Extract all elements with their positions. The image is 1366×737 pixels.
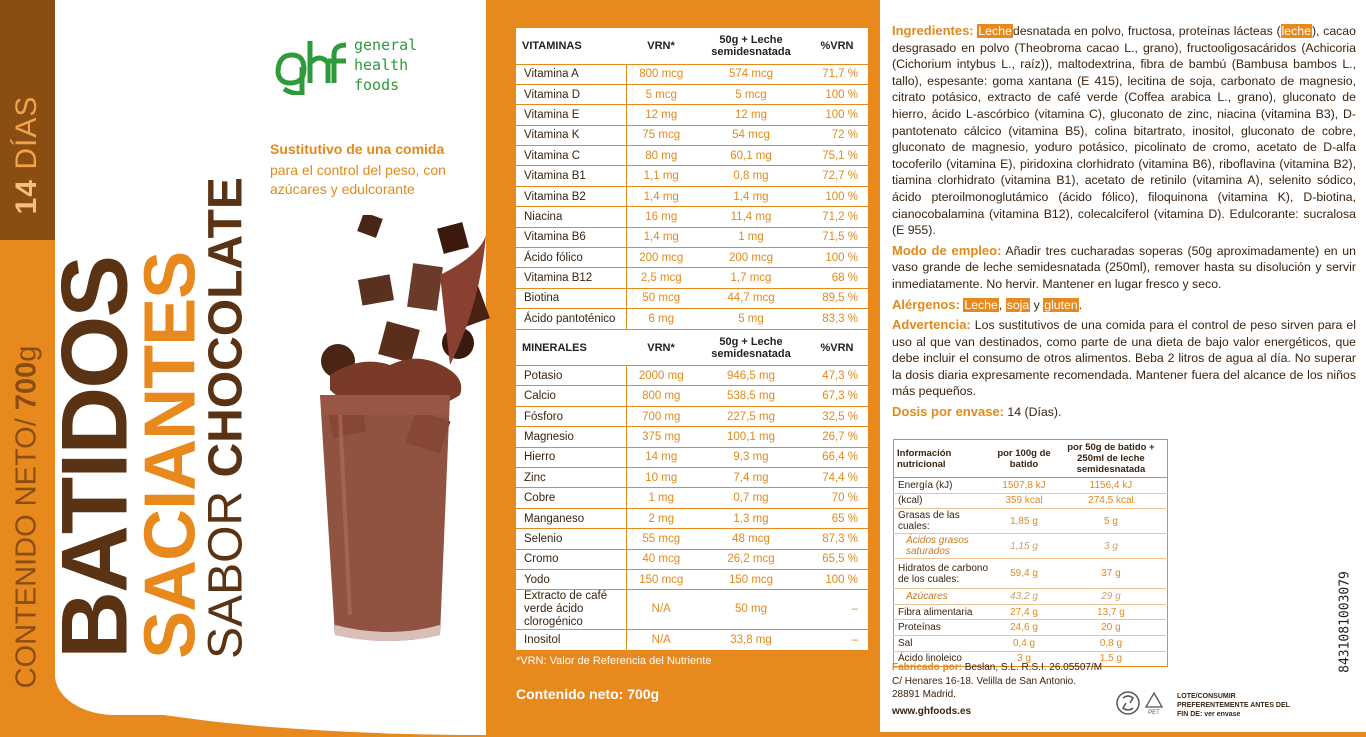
amount-value: 1 mg (696, 227, 806, 247)
nutrition-name: Energía (kJ) (894, 478, 994, 494)
barcode-number: 8431081003079 (1337, 571, 1353, 673)
nutrient-name: Cromo (516, 549, 626, 569)
nutrient-name: Selenio (516, 529, 626, 549)
per-100g: 1,15 g (993, 534, 1055, 559)
per-serving: 20 g (1055, 620, 1168, 636)
pct-value: – (806, 630, 868, 650)
header-amount: 50g + Leche semidesnatada (696, 330, 806, 366)
nutrient-name: Potasio (516, 366, 626, 386)
nutrient-name: Fósforo (516, 406, 626, 426)
nutrition-row (894, 589, 1168, 605)
warning-paragraph: Advertencia: Los sustitutivos de una comida para el control de peso sirven para el uso al que van destinados, como parte de una dieta de bajo valor energéticos, que debe incluir el consumo de otros alimentos. Beba 2 litros de agua al día. No superar la dosis diaria expresamente recomendada. Mantener fuera del alcance de los niños más pequeños. (892, 317, 1356, 399)
per-100g: 59,4 g (993, 559, 1055, 589)
table-row (516, 125, 868, 145)
vrn-value: 80 mg (626, 146, 696, 166)
lot-expiry: LOTE/CONSUMIR PREFERENTEMENTE ANTES DEL FIN DE: ver envase (1177, 693, 1290, 718)
table-row (516, 268, 868, 288)
table-row (516, 186, 868, 206)
header-vrn: VRN* (626, 330, 696, 366)
minerals-table (516, 329, 868, 650)
table-row (516, 366, 868, 386)
pct-value: 100 % (806, 248, 868, 268)
vrn-value: N/A (626, 590, 696, 630)
nutrient-name: Vitamina B12 (516, 268, 626, 288)
per-100g: 1507,8 kJ (993, 478, 1055, 494)
amount-value: 11,4 mg (696, 207, 806, 227)
vrn-value: N/A (626, 630, 696, 650)
nutrition-row (894, 478, 1168, 494)
nutrient-name: Cobre (516, 488, 626, 508)
vrn-value: 2 mg (626, 508, 696, 528)
pct-value: 75,1 % (806, 146, 868, 166)
header-vrn: VRN* (647, 39, 675, 52)
days-label: 14 DÍAS (10, 95, 43, 215)
pct-value: 66,4 % (806, 447, 868, 467)
table-row (516, 488, 868, 508)
pct-value: 100 % (806, 186, 868, 206)
table-row (516, 549, 868, 569)
vrn-value: 5 mcg (626, 84, 696, 104)
per-100g: 43,2 g (993, 589, 1055, 605)
per-100g: 0,4 g (993, 635, 1055, 651)
vrn-value: 1,1 mg (626, 166, 696, 186)
amount-value: 12 mg (696, 105, 806, 125)
amount-value: 1,4 mg (696, 186, 806, 206)
pct-value: – (806, 590, 868, 630)
vitamins-table (516, 28, 868, 329)
amount-value: 1,7 mcg (696, 268, 806, 288)
nutrition-name: (kcal) (894, 493, 994, 509)
nutrient-name: Vitamina A (516, 64, 626, 84)
pct-value: 65 % (806, 508, 868, 528)
amount-value: 60,1 mg (696, 146, 806, 166)
logo-wordmark: general health foods (354, 36, 418, 94)
nutrition-row (894, 559, 1168, 589)
amount-value: 150 mcg (696, 569, 806, 589)
nutrient-name: Vitamina B2 (516, 186, 626, 206)
table-row (516, 447, 868, 467)
per-serving: 37 g (1055, 559, 1168, 589)
table-row (516, 105, 868, 125)
pct-value: 26,7 % (806, 427, 868, 447)
ghf-logo (270, 33, 450, 103)
table-row (516, 569, 868, 589)
pct-value: 71,5 % (806, 227, 868, 247)
per-100g: 1,85 g (993, 509, 1055, 534)
table-row (516, 166, 868, 186)
vrn-value: 1 mg (626, 488, 696, 508)
amount-value: 5 mcg (696, 84, 806, 104)
table-row (516, 84, 868, 104)
nutrient-name: Biotina (516, 288, 626, 308)
vrn-value: 16 mg (626, 207, 696, 227)
vrn-footnote: *VRN: Valor de Referencia del Nutriente (516, 655, 712, 667)
nutrition-name: Ácido linoleico (894, 651, 994, 667)
nutrient-name: Extracto de café verde ácido clorogénico (516, 590, 626, 630)
nutrition-name: Azúcares (894, 589, 994, 605)
vrn-value: 200 mcg (626, 248, 696, 268)
svg-text:PET: PET (1148, 710, 1160, 716)
pct-value: 70 % (806, 488, 868, 508)
pct-value: 100 % (806, 84, 868, 104)
net-content: Contenido neto: 700g (516, 686, 660, 702)
amount-value: 1,3 mg (696, 508, 806, 528)
nutrition-header-serving: por 50g de batido + 250ml de leche semidesnatada (1055, 440, 1168, 478)
vrn-value: 1,4 mg (626, 186, 696, 206)
vrn-value: 1,4 mg (626, 227, 696, 247)
vrn-value: 2,5 mcg (626, 268, 696, 288)
amount-value: 7,4 mg (696, 468, 806, 488)
product-info-text (892, 23, 1356, 425)
nutrient-name: Vitamina B1 (516, 166, 626, 186)
brand-sabor: SABOR CHOCOLATE (199, 177, 253, 659)
green-dot-icon (1115, 690, 1141, 716)
header-minerales: MINERALES (516, 330, 626, 366)
amount-value: 54 mcg (696, 125, 806, 145)
nutrient-name: Hierro (516, 447, 626, 467)
ghf-logo-icon (270, 33, 350, 95)
nutrient-name: Magnesio (516, 427, 626, 447)
pct-value: 89,5 % (806, 288, 868, 308)
nutrition-name: Ácidos grasos saturados (894, 534, 994, 559)
nutrient-name: Zinc (516, 468, 626, 488)
nutrition-name: Grasas de las cuales: (894, 509, 994, 534)
table-row (516, 64, 868, 84)
vitamins-minerals-panel (516, 28, 868, 650)
vrn-value: 375 mg (626, 427, 696, 447)
pct-value: 32,5 % (806, 406, 868, 426)
table-row (516, 227, 868, 247)
chocolate-shake-illustration (290, 215, 490, 645)
nutrition-header-label: Información nutricional (894, 440, 994, 478)
table-row (516, 508, 868, 528)
vrn-value: 700 mg (626, 406, 696, 426)
nutrition-table (893, 439, 1168, 667)
nutrient-name: Vitamina E (516, 105, 626, 125)
dose-paragraph: Dosis por envase: 14 (Días). (892, 404, 1062, 420)
vrn-value: 75 mcg (626, 125, 696, 145)
pct-value: 47,3 % (806, 366, 868, 386)
brand-batidos: BATIDOS (41, 256, 147, 659)
amount-value: 33,8 mg (696, 630, 806, 650)
header-pct: %VRN (806, 330, 868, 366)
amount-value: 0,8 mg (696, 166, 806, 186)
product-name (41, 177, 253, 659)
header-vitaminas: VITAMINAS (522, 39, 582, 52)
amount-value: 50 mg (696, 590, 806, 630)
header-pct: %VRN (820, 39, 854, 52)
nutrition-row (894, 604, 1168, 620)
table-row (516, 590, 868, 630)
allergens-paragraph: Alérgenos: Leche, soja y gluten. (892, 296, 1083, 312)
per-100g: 24,6 g (993, 620, 1055, 636)
pct-value: 100 % (806, 569, 868, 589)
vrn-value: 10 mg (626, 468, 696, 488)
website: www.ghfoods.es (892, 705, 972, 717)
nutrient-name: Vitamina K (516, 125, 626, 145)
amount-value: 9,3 mg (696, 447, 806, 467)
nutrient-name: Yodo (516, 569, 626, 589)
table-row (516, 248, 868, 268)
pct-value: 72 % (806, 125, 868, 145)
pct-value: 68 % (806, 268, 868, 288)
nutrient-name: Ácido fólico (516, 248, 626, 268)
pct-value: 71,2 % (806, 207, 868, 227)
vrn-value: 12 mg (626, 105, 696, 125)
pct-value: 67,3 % (806, 386, 868, 406)
per-100g: 359 kcal (993, 493, 1055, 509)
ingredients-paragraph: Ingredientes: Lechedesnatada en polvo, fructosa, proteínas lácteas (leche), cacao desgrasado en polvo (Theobroma cacao L., grano), fructooligosacáridos (Achicoria (Cichorium intybus L., raíz)), maltodextrina, fibra de bambú (Bambusa bambos L., tallo), espesante: goma xantana (E 415), lecitina de soja, carbonato de magnesio, citrato potásico, extracto de café verde (Coffea arabica L., grano), gluconato de hierro, ácido L-ascórbico (vitamina C), gluconato de zinc, niacina (vitamina B3), D-pantotenato cálcico (vitamina B5), colina bitartrato, inositol, gluconato de cobre, gluconato de magnesio, yoduro potásico, picolinato de cromo, acetato de D-alfa tocoferilo (vitamina E), piridoxina clorhidrato (vitamina B6), riboflavina (vitamina B2), tiamina clorhidrato (vitamina B1), acetato de retinilo (vitamina A), selenito sódico, ácido pteroilmonoglutámico (ácido fólico), filoquinona (vitamina K), D-biotina, cianocobalamina (vitamina B12), colecalciferol (vitamina D). Edulcorante: sucralosa (E 955). (892, 23, 1356, 238)
amount-value: 44,7 mcg (696, 288, 806, 308)
vrn-value: 2000 mg (626, 366, 696, 386)
front-panel (0, 0, 486, 732)
nutrient-name: Vitamina B6 (516, 227, 626, 247)
nutrient-name: Inositol (516, 630, 626, 650)
recycle-pet-icon (1143, 690, 1165, 716)
per-serving: 5 g (1055, 509, 1168, 534)
pct-value: 65,5 % (806, 549, 868, 569)
amount-value: 227,5 mg (696, 406, 806, 426)
nutrient-name: Vitamina D (516, 84, 626, 104)
header-amount: 50g + Leche semidesnatada (711, 33, 791, 58)
table-row (516, 427, 868, 447)
vrn-value: 55 mcg (626, 529, 696, 549)
amount-value: 0,7 mg (696, 488, 806, 508)
nutrient-name: Manganeso (516, 508, 626, 528)
nutrient-name: Calcio (516, 386, 626, 406)
table-row (516, 288, 868, 308)
per-serving: 29 g (1055, 589, 1168, 605)
table-row (516, 468, 868, 488)
nutrition-row (894, 493, 1168, 509)
brand-saciantes: SACIANTES (131, 251, 212, 659)
vrn-value: 6 mg (626, 309, 696, 329)
table-row (516, 529, 868, 549)
nutrition-row (894, 509, 1168, 534)
table-row (516, 386, 868, 406)
nutrient-name: Ácido pantoténico (516, 309, 626, 329)
per-serving: 1,5 g (1055, 651, 1168, 667)
amount-value: 574 mcg (696, 64, 806, 84)
amount-value: 48 mcg (696, 529, 806, 549)
nutrient-name: Vitamina C (516, 146, 626, 166)
nutrition-name: Sal (894, 635, 994, 651)
amount-value: 946,5 mg (696, 366, 806, 386)
pct-value: 87,3 % (806, 529, 868, 549)
table-row (516, 630, 868, 650)
nutrition-header-100g: por 100g de batido (993, 440, 1055, 478)
nutrition-name: Proteínas (894, 620, 994, 636)
amount-value: 100,1 mg (696, 427, 806, 447)
table-row (516, 146, 868, 166)
table-row (516, 309, 868, 329)
nutrient-name: Niacina (516, 207, 626, 227)
pct-value: 74,4 % (806, 468, 868, 488)
vrn-value: 150 mcg (626, 569, 696, 589)
amount-value: 200 mcg (696, 248, 806, 268)
pct-value: 100 % (806, 105, 868, 125)
pct-value: 83,3 % (806, 309, 868, 329)
pct-value: 72,7 % (806, 166, 868, 186)
vrn-value: 800 mg (626, 386, 696, 406)
vrn-value: 14 mg (626, 447, 696, 467)
table-row (516, 207, 868, 227)
amount-value: 5 mg (696, 309, 806, 329)
manufacturer-info: Fabricado por: Beslan, S.L. R.S.I. 26.05507/M C/ Henares 16-18. Velilla de San Antonio. 28891 Madrid. www.ghfoods.es (892, 662, 1103, 717)
nutrition-row (894, 620, 1168, 636)
per-100g: 3 g (993, 651, 1055, 667)
vrn-value: 50 mcg (626, 288, 696, 308)
per-100g: 27,4 g (993, 604, 1055, 620)
table-row (516, 406, 868, 426)
nutrition-name: Fibra alimentaria (894, 604, 994, 620)
vrn-value: 800 mcg (626, 64, 696, 84)
net-content-vertical: CONTENIDO NETO/ 700g (10, 345, 43, 689)
per-serving: 1156,4 kJ (1055, 478, 1168, 494)
vrn-value: 40 mcg (626, 549, 696, 569)
pct-value: 71,7 % (806, 64, 868, 84)
per-serving: 0,8 g (1055, 635, 1168, 651)
amount-value: 538,5 mg (696, 386, 806, 406)
usage-paragraph: Modo de empleo: Añadir tres cucharadas soperas (50g aproximadamente) en un vaso grande de leche semidesnatada (250ml), remover hasta su disolución y servir inmediatamente. No hervir. Mantener en lugar fresco y seco. (892, 242, 1356, 291)
nutrition-row (894, 635, 1168, 651)
product-subtitle: Sustitutivo de una comida para el control del peso, con azúcares y edulcorante (270, 141, 446, 197)
amount-value: 26,2 mcg (696, 549, 806, 569)
per-serving: 13,7 g (1055, 604, 1168, 620)
per-serving: 3 g (1055, 534, 1168, 559)
nutrition-name: Hidratos de carbono de los cuales: (894, 559, 994, 589)
nutrition-row (894, 534, 1168, 559)
per-serving: 274,5 kcal (1055, 493, 1168, 509)
